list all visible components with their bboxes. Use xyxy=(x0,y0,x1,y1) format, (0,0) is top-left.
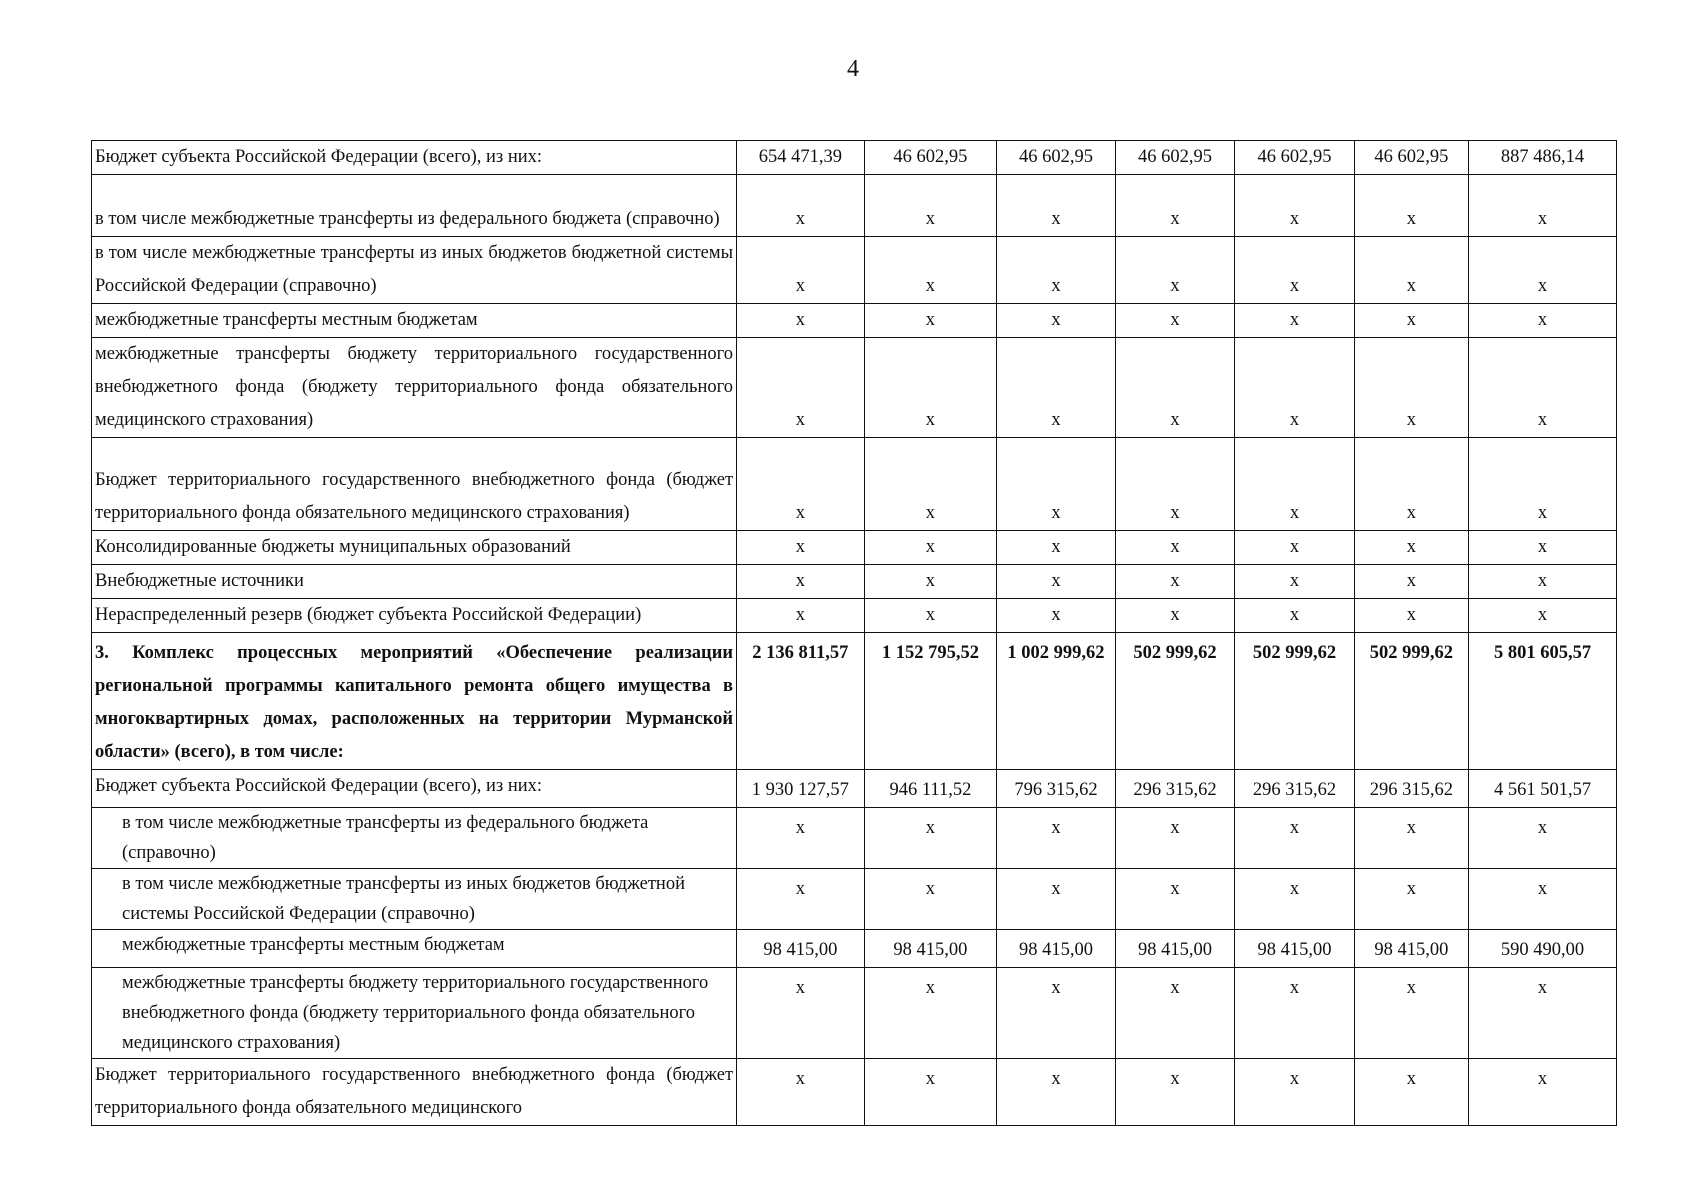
value-cell: x xyxy=(737,531,865,565)
table-row xyxy=(92,1059,1617,1126)
value-cell: x xyxy=(864,565,997,599)
value-cell: x xyxy=(1115,175,1234,237)
table-row xyxy=(92,237,1617,304)
value-cell: x xyxy=(864,237,997,304)
value-cell: 654 471,39 xyxy=(737,141,865,175)
value-cell: 98 415,00 xyxy=(1354,930,1468,968)
table-row xyxy=(92,968,1617,1059)
value-cell: x xyxy=(737,869,865,930)
value-cell: x xyxy=(864,968,997,1059)
row-label: Нераспределенный резерв (бюджет субъекта Российской Федерации) xyxy=(92,599,737,633)
row-label: межбюджетные трансферты местным бюджетам xyxy=(92,930,737,968)
value-cell: 46 602,95 xyxy=(1235,141,1354,175)
value-cell: x xyxy=(1235,599,1354,633)
value-cell: x xyxy=(864,1059,997,1126)
value-cell: x xyxy=(1354,968,1468,1059)
table-row xyxy=(92,531,1617,565)
value-cell: x xyxy=(1115,808,1234,869)
value-cell: x xyxy=(1354,599,1468,633)
row-label: межбюджетные трансферты бюджету территориального государственного внебюджетного фонда (бюджету территориального фонда обязательного медицинского страхования) xyxy=(92,338,737,438)
value-cell: 1 002 999,62 xyxy=(997,633,1115,770)
value-cell: x xyxy=(1115,1059,1234,1126)
value-cell: x xyxy=(1469,599,1617,633)
value-cell: x xyxy=(1469,808,1617,869)
value-cell: x xyxy=(1115,531,1234,565)
value-cell: 502 999,62 xyxy=(1115,633,1234,770)
value-cell: 946 111,52 xyxy=(864,770,997,808)
value-cell: x xyxy=(997,1059,1115,1126)
table-row xyxy=(92,770,1617,808)
table-row xyxy=(92,304,1617,338)
value-cell: x xyxy=(1469,438,1617,531)
value-cell: x xyxy=(737,808,865,869)
value-cell: x xyxy=(1235,1059,1354,1126)
value-cell: x xyxy=(1469,175,1617,237)
value-cell: x xyxy=(1469,531,1617,565)
value-cell: x xyxy=(1354,869,1468,930)
table-row xyxy=(92,599,1617,633)
row-label: Внебюджетные источники xyxy=(92,565,737,599)
row-label: в том числе межбюджетные трансферты из иных бюджетов бюджетной системы Российской Федерации (справочно) xyxy=(92,869,737,930)
table-row xyxy=(92,808,1617,869)
value-cell: x xyxy=(1235,304,1354,338)
value-cell: x xyxy=(997,869,1115,930)
row-label: Бюджет субъекта Российской Федерации (всего), из них: xyxy=(92,141,737,175)
value-cell: 296 315,62 xyxy=(1115,770,1234,808)
table-row xyxy=(92,338,1617,438)
value-cell: x xyxy=(1235,565,1354,599)
value-cell: 887 486,14 xyxy=(1469,141,1617,175)
value-cell: x xyxy=(997,237,1115,304)
value-cell: x xyxy=(1235,968,1354,1059)
value-cell: x xyxy=(864,869,997,930)
value-cell: x xyxy=(737,175,865,237)
value-cell: 1 152 795,52 xyxy=(864,633,997,770)
value-cell: x xyxy=(737,438,865,531)
value-cell: 98 415,00 xyxy=(737,930,865,968)
value-cell: x xyxy=(1235,531,1354,565)
value-cell: x xyxy=(737,338,865,438)
value-cell: 98 415,00 xyxy=(1115,930,1234,968)
value-cell: x xyxy=(864,808,997,869)
value-cell: x xyxy=(1115,565,1234,599)
table-row xyxy=(92,633,1617,770)
row-label: Консолидированные бюджеты муниципальных образований xyxy=(92,531,737,565)
value-cell: 46 602,95 xyxy=(997,141,1115,175)
value-cell: 46 602,95 xyxy=(864,141,997,175)
value-cell: x xyxy=(737,1059,865,1126)
table-row xyxy=(92,141,1617,175)
value-cell: 296 315,62 xyxy=(1235,770,1354,808)
value-cell: x xyxy=(1354,175,1468,237)
value-cell: x xyxy=(1115,438,1234,531)
page-number: 4 xyxy=(847,56,859,82)
value-cell: x xyxy=(1354,304,1468,338)
value-cell: 46 602,95 xyxy=(1115,141,1234,175)
value-cell: x xyxy=(997,968,1115,1059)
value-cell: 1 930 127,57 xyxy=(737,770,865,808)
value-cell: 296 315,62 xyxy=(1354,770,1468,808)
value-cell: x xyxy=(737,968,865,1059)
value-cell: x xyxy=(737,599,865,633)
value-cell: x xyxy=(997,175,1115,237)
value-cell: x xyxy=(997,304,1115,338)
budget-table xyxy=(91,140,1617,1126)
row-label: в том числе межбюджетные трансферты из федерального бюджета (справочно) xyxy=(92,175,737,237)
table-row xyxy=(92,930,1617,968)
row-label: межбюджетные трансферты бюджету территориального государственного внебюджетного фонда (бюджету территориального фонда обязательного медицинского страхования) xyxy=(92,968,737,1059)
row-label: межбюджетные трансферты местным бюджетам xyxy=(92,304,737,338)
table-row xyxy=(92,438,1617,531)
value-cell: x xyxy=(1115,338,1234,438)
value-cell: x xyxy=(997,338,1115,438)
value-cell: x xyxy=(864,175,997,237)
value-cell: x xyxy=(1235,438,1354,531)
row-label: в том числе межбюджетные трансферты из иных бюджетов бюджетной системы Российской Федерации (справочно) xyxy=(92,237,737,304)
value-cell: x xyxy=(997,531,1115,565)
value-cell: x xyxy=(1115,968,1234,1059)
value-cell: x xyxy=(1354,338,1468,438)
value-cell: 98 415,00 xyxy=(864,930,997,968)
value-cell: 5 801 605,57 xyxy=(1469,633,1617,770)
value-cell: x xyxy=(997,808,1115,869)
value-cell: x xyxy=(997,599,1115,633)
value-cell: x xyxy=(1115,869,1234,930)
value-cell: x xyxy=(1469,1059,1617,1126)
value-cell: x xyxy=(737,237,865,304)
value-cell: x xyxy=(864,338,997,438)
value-cell: 502 999,62 xyxy=(1354,633,1468,770)
value-cell: 2 136 811,57 xyxy=(737,633,865,770)
value-cell: x xyxy=(1469,237,1617,304)
value-cell: x xyxy=(737,565,865,599)
value-cell: 98 415,00 xyxy=(1235,930,1354,968)
value-cell: 502 999,62 xyxy=(1235,633,1354,770)
value-cell: x xyxy=(997,565,1115,599)
value-cell: x xyxy=(1235,237,1354,304)
value-cell: x xyxy=(737,304,865,338)
value-cell: x xyxy=(1354,1059,1468,1126)
value-cell: x xyxy=(864,438,997,531)
value-cell: x xyxy=(1354,565,1468,599)
value-cell: x xyxy=(1115,304,1234,338)
value-cell: 590 490,00 xyxy=(1469,930,1617,968)
row-label: 3. Комплекс процессных мероприятий «Обеспечение реализации региональной программы капитального ремонта общего имущества в многоквартирных домах, расположенных на территории Мурманской области» (всего), в том числе: xyxy=(92,633,737,770)
row-label: Бюджет территориального государственного внебюджетного фонда (бюджет территориального фонда обязательного медицинского страхования) xyxy=(92,438,737,531)
value-cell: x xyxy=(1235,808,1354,869)
table-row xyxy=(92,565,1617,599)
value-cell: 796 315,62 xyxy=(997,770,1115,808)
value-cell: x xyxy=(1469,304,1617,338)
table-row xyxy=(92,869,1617,930)
value-cell: x xyxy=(997,438,1115,531)
value-cell: 4 561 501,57 xyxy=(1469,770,1617,808)
value-cell: x xyxy=(1354,237,1468,304)
table-row xyxy=(92,175,1617,237)
value-cell: x xyxy=(1354,808,1468,869)
value-cell: x xyxy=(1469,968,1617,1059)
value-cell: x xyxy=(1469,338,1617,438)
value-cell: x xyxy=(864,599,997,633)
value-cell: x xyxy=(1469,869,1617,930)
value-cell: x xyxy=(864,531,997,565)
value-cell: x xyxy=(1235,175,1354,237)
value-cell: 98 415,00 xyxy=(997,930,1115,968)
value-cell: x xyxy=(1354,531,1468,565)
value-cell: x xyxy=(1354,438,1468,531)
value-cell: x xyxy=(1115,599,1234,633)
value-cell: 46 602,95 xyxy=(1354,141,1468,175)
value-cell: x xyxy=(1115,237,1234,304)
value-cell: x xyxy=(1469,565,1617,599)
value-cell: x xyxy=(1235,338,1354,438)
row-label: Бюджет территориального государственного внебюджетного фонда (бюджет территориального фонда обязательного медицинского xyxy=(92,1059,737,1126)
value-cell: x xyxy=(1235,869,1354,930)
row-label: в том числе межбюджетные трансферты из федерального бюджета (справочно) xyxy=(92,808,737,869)
value-cell: x xyxy=(864,304,997,338)
row-label: Бюджет субъекта Российской Федерации (всего), из них: xyxy=(92,770,737,808)
